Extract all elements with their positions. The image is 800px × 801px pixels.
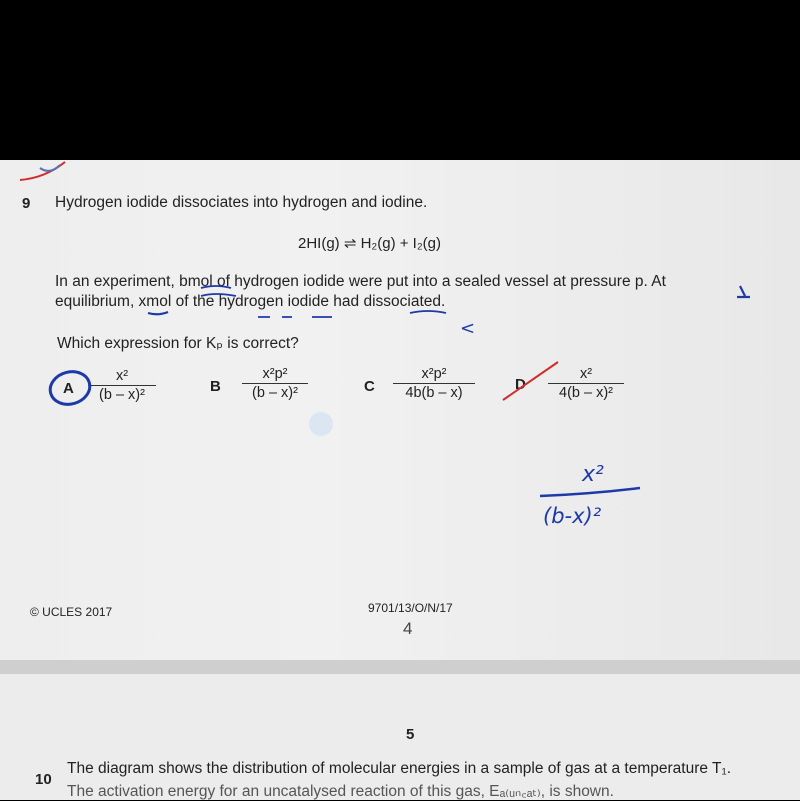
page-divider <box>0 660 800 674</box>
copyright-footer: © UCLES 2017 <box>30 605 113 619</box>
fraction-bar <box>242 383 308 384</box>
question-statement: Hydrogen iodide dissociates into hydrogen and iodine. <box>55 194 428 211</box>
question-10-number: 10 <box>35 771 52 788</box>
option-d-numerator: x² <box>579 366 593 382</box>
option-d-expression[interactable] <box>548 366 624 401</box>
fraction-bar <box>88 385 156 386</box>
option-b-expression[interactable] <box>242 366 308 401</box>
option-b-denominator: (b – x)² <box>252 385 298 401</box>
option-c-expression[interactable] <box>393 366 475 401</box>
question-10-line1: The diagram shows the distribution of molecular energies in a sample of gas at a temperature T₁. <box>67 760 732 777</box>
handwritten-mark: < <box>460 318 476 339</box>
question-prompt: Which expression for Kₚ is correct? <box>57 335 299 352</box>
option-a-numerator: x² <box>115 368 129 384</box>
option-b-letter[interactable]: B <box>210 378 221 395</box>
option-a-expression[interactable] <box>88 368 156 403</box>
page-number-next: 5 <box>406 726 415 743</box>
option-c-denominator: 4b(b – x) <box>405 385 463 401</box>
option-d-denominator: 4(b – x)² <box>559 385 613 401</box>
fraction-bar <box>548 383 624 384</box>
chemical-equation: 2HI(g) ⇌ H₂(g) + I₂(g) <box>298 235 441 252</box>
question-number: 9 <box>22 195 31 212</box>
question-paragraph-line2: equilibrium, xmol of the hydrogen iodide had dissociated. <box>55 293 446 310</box>
handwritten-numerator: x² <box>582 462 604 487</box>
fraction-bar <box>393 383 475 384</box>
paper-code: 9701/13/O/N/17 <box>368 601 453 615</box>
handwritten-denominator: (b-x)² <box>543 504 602 528</box>
option-d-letter[interactable]: D <box>515 376 526 393</box>
option-a-denominator: (b – x)² <box>99 387 145 403</box>
question-paragraph-line1: In an experiment, bmol of hydrogen iodide were put into a sealed vessel at pressure p. At <box>55 273 666 290</box>
page-number: 4 <box>403 619 413 638</box>
option-a-letter[interactable]: A <box>63 380 74 397</box>
option-c-letter[interactable]: C <box>364 378 375 395</box>
option-b-numerator: x²p² <box>262 366 288 382</box>
question-10-line2: The activation energy for an uncatalysed reaction of this gas, Eₐ₍ᵤₙ꜀ₐₜ₎, is shown. <box>67 783 614 800</box>
option-c-numerator: x²p² <box>421 366 447 382</box>
